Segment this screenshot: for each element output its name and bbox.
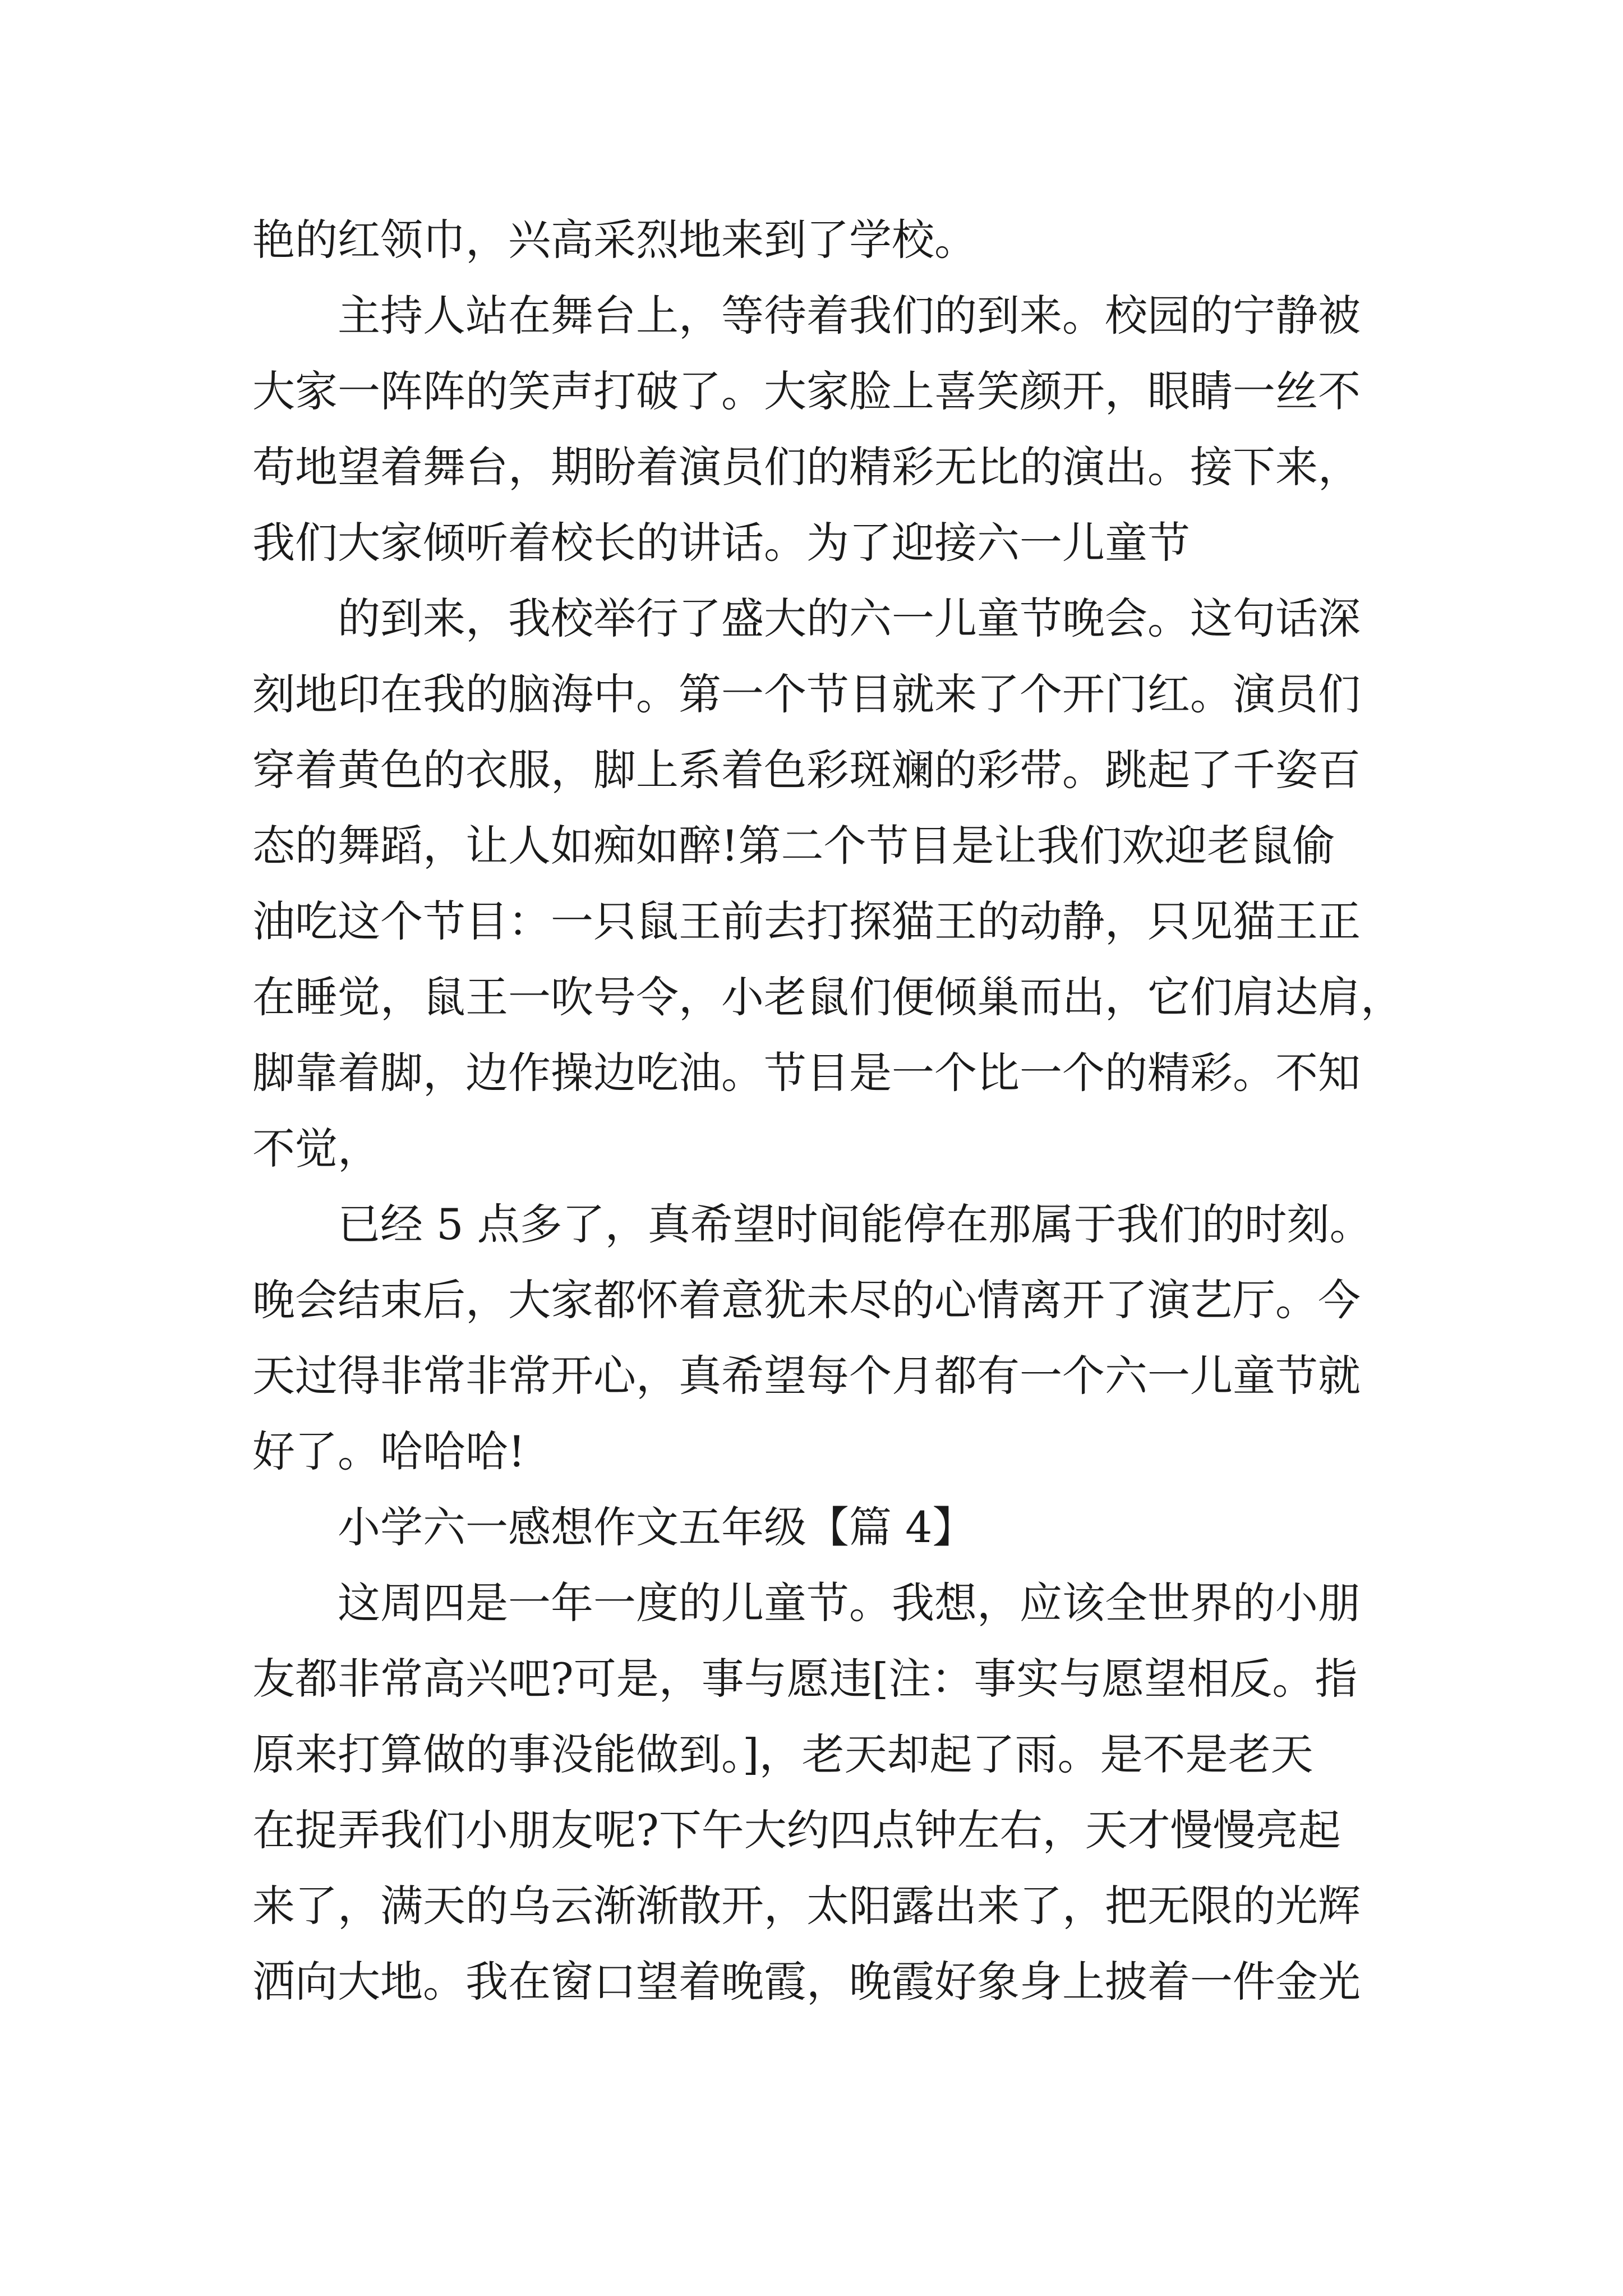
text-line: 原来打算做的事没能做到。]，老天却起了雨。是不是老天	[252, 1729, 1313, 1779]
text-line: 好了。哈哈哈!	[252, 1427, 525, 1476]
text-line: 穿着黄色的衣服，脚上系着色彩斑斓的彩带。跳起了千姿百	[252, 745, 1361, 795]
text-line: 艳的红领巾，兴高采烈地来到了学校。	[252, 215, 977, 265]
text-line: 已经 5 点多了，真希望时间能停在那属于我们的时刻。	[338, 1199, 1372, 1249]
text-line: 这周四是一年一度的儿童节。我想，应该全世界的小朋	[338, 1578, 1361, 1628]
text-line: 油吃这个节目：一只鼠王前去打探猫王的动静，只见猫王正	[252, 896, 1361, 946]
text-line: 苟地望着舞台，期盼着演员们的精彩无比的演出。接下来，	[252, 442, 1361, 492]
text-line: 我们大家倾听着校长的讲话。为了迎接六一儿童节	[252, 518, 1190, 568]
text-line: 在捉弄我们小朋友呢?下午大约四点钟左右，天才慢慢亮起	[252, 1805, 1341, 1855]
text-line: 主持人站在舞台上，等待着我们的到来。校园的宁静被	[338, 291, 1361, 341]
text-line: 刻地印在我的脑海中。第一个节目就来了个开门红。演员们	[252, 669, 1361, 719]
text-line: 脚靠着脚，边作操边吃油。节目是一个比一个的精彩。不知	[252, 1048, 1361, 1098]
text-line: 晚会结束后，大家都怀着意犹未尽的心情离开了演艺厅。今	[252, 1275, 1361, 1325]
text-line: 友都非常高兴吧?可是，事与愿违[注：事实与愿望相反。指	[252, 1654, 1358, 1704]
text-line: 不觉，	[252, 1124, 380, 1174]
text-line: 在睡觉，鼠王一吹号令，小老鼠们便倾巢而出，它们肩达肩，	[252, 972, 1403, 1022]
essay-text	[252, 202, 1441, 2019]
text-line: 洒向大地。我在窗口望着晚霞，晚霞好象身上披着一件金光	[252, 1957, 1361, 2007]
text-line: 大家一阵阵的笑声打破了。大家脸上喜笑颜开，眼睛一丝不	[252, 366, 1361, 416]
text-line: 天过得非常非常开心，真希望每个月都有一个六一儿童节就	[252, 1351, 1361, 1401]
text-line: 的到来，我校举行了盛大的六一儿童节晚会。这句话深	[338, 593, 1361, 643]
text-line: 来了，满天的乌云渐渐散开，太阳露出来了，把无限的光辉	[252, 1881, 1361, 1931]
section-heading: 小学六一感想作文五年级【篇 4】	[338, 1502, 975, 1552]
text-line: 态的舞蹈，让人如痴如醉!第二个节目是让我们欢迎老鼠偷	[252, 821, 1335, 871]
